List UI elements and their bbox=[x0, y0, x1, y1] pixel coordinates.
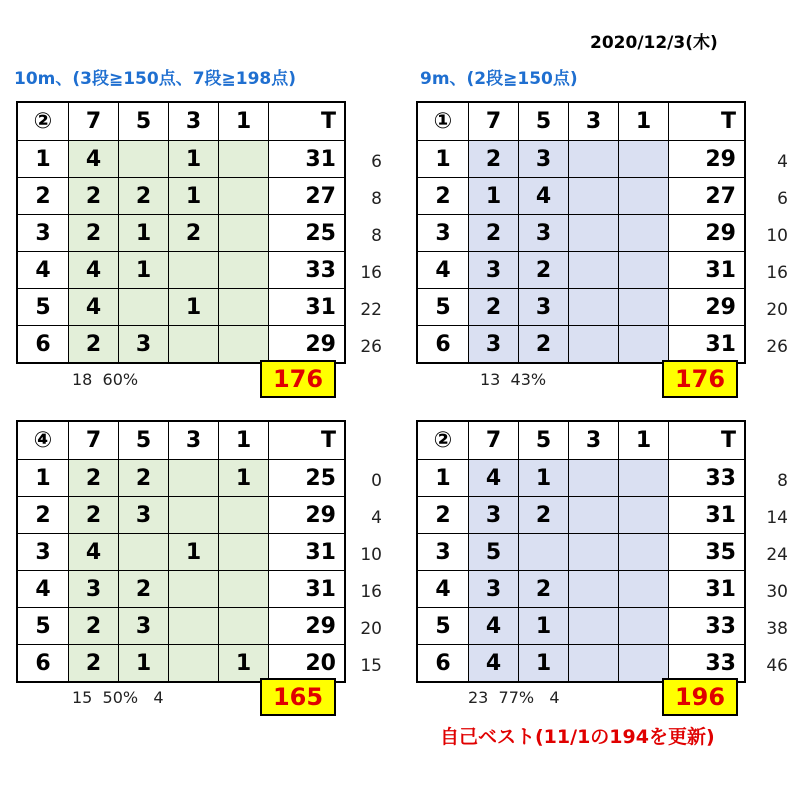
header-cell: 3 bbox=[168, 103, 218, 140]
score-cell bbox=[168, 608, 218, 644]
grand-total-box: 196 bbox=[662, 678, 738, 716]
table-row bbox=[418, 140, 744, 177]
total-cell: 25 bbox=[268, 215, 344, 251]
table-row bbox=[18, 496, 344, 533]
score-cell: 3 bbox=[35, 220, 51, 246]
table-row bbox=[18, 251, 344, 288]
side-value: 38 bbox=[766, 619, 788, 639]
total-cell: 29 bbox=[668, 289, 744, 325]
score-cell: 2 bbox=[68, 497, 118, 533]
stats-label: 23 77% 4 bbox=[468, 688, 560, 707]
table-row bbox=[18, 533, 344, 570]
header-cell: 1 bbox=[218, 103, 268, 140]
score-cell: 3 bbox=[68, 571, 118, 607]
side-value: 0 bbox=[371, 471, 382, 491]
score-cell bbox=[568, 141, 618, 177]
score-cell: 2 bbox=[68, 326, 118, 362]
score-cell: 5 bbox=[435, 294, 451, 320]
header-cell: 7 bbox=[468, 422, 518, 459]
table-row bbox=[18, 140, 344, 177]
side-value: 4 bbox=[371, 508, 382, 528]
score-cell: 1 bbox=[35, 146, 51, 172]
side-value: 20 bbox=[766, 300, 788, 320]
side-value: 8 bbox=[371, 189, 382, 209]
side-value: 24 bbox=[766, 545, 788, 565]
score-cell bbox=[618, 252, 668, 288]
score-cell bbox=[568, 608, 618, 644]
score-cell: 4 bbox=[35, 576, 51, 602]
score-cell bbox=[218, 289, 268, 325]
score-cell bbox=[118, 141, 168, 177]
score-cell: 3 bbox=[35, 539, 51, 565]
total-cell: 29 bbox=[268, 326, 344, 362]
header-cell: 7 bbox=[68, 422, 118, 459]
score-cell: 2 bbox=[68, 645, 118, 681]
score-cell bbox=[568, 326, 618, 362]
total-cell: 33 bbox=[668, 460, 744, 496]
table-header-row bbox=[18, 103, 344, 140]
table-row bbox=[18, 644, 344, 681]
score-cell: 4 bbox=[68, 534, 118, 570]
score-cell: 2 bbox=[435, 502, 451, 528]
score-cell: 1 bbox=[168, 178, 218, 214]
score-cell bbox=[168, 645, 218, 681]
table-row bbox=[18, 325, 344, 362]
side-value: 6 bbox=[777, 189, 788, 209]
score-cell bbox=[168, 571, 218, 607]
score-cell: 1 bbox=[118, 215, 168, 251]
side-value: 16 bbox=[766, 263, 788, 283]
total-cell: 29 bbox=[268, 497, 344, 533]
table-header-row bbox=[418, 422, 744, 459]
score-cell: 3 bbox=[468, 497, 518, 533]
score-cell: 4 bbox=[468, 608, 518, 644]
score-cell bbox=[218, 497, 268, 533]
table-row bbox=[418, 325, 744, 362]
score-cell: 3 bbox=[468, 571, 518, 607]
score-cell bbox=[618, 571, 668, 607]
side-value: 8 bbox=[371, 226, 382, 246]
score-cell bbox=[618, 534, 668, 570]
score-cell bbox=[218, 141, 268, 177]
score-cell: 2 bbox=[518, 497, 568, 533]
header-cell: T bbox=[268, 103, 344, 140]
header-cell: 5 bbox=[518, 103, 568, 140]
score-cell: 4 bbox=[468, 460, 518, 496]
score-cell bbox=[568, 215, 618, 251]
side-value: 26 bbox=[766, 337, 788, 357]
side-value: 46 bbox=[766, 656, 788, 676]
table-row bbox=[418, 607, 744, 644]
note-personal-best: 自己ベスト(11/1の194を更新) bbox=[440, 726, 715, 748]
total-cell: 31 bbox=[668, 326, 744, 362]
score-cell: 2 bbox=[518, 571, 568, 607]
header-cell: 3 bbox=[168, 422, 218, 459]
score-cell bbox=[218, 571, 268, 607]
header-cell: 5 bbox=[118, 103, 168, 140]
score-cell bbox=[218, 252, 268, 288]
header-cell: 1 bbox=[618, 103, 668, 140]
side-value: 10 bbox=[360, 545, 382, 565]
score-cell: 6 bbox=[435, 650, 451, 676]
score-cell: 1 bbox=[468, 178, 518, 214]
score-cell bbox=[618, 326, 668, 362]
score-cell: 2 bbox=[35, 502, 51, 528]
table-row bbox=[418, 459, 744, 496]
score-cell: 5 bbox=[468, 534, 518, 570]
score-cell: 3 bbox=[518, 141, 568, 177]
total-cell: 27 bbox=[668, 178, 744, 214]
grand-total-box: 165 bbox=[260, 678, 336, 716]
score-cell: 2 bbox=[118, 460, 168, 496]
score-cell: 5 bbox=[35, 294, 51, 320]
score-cell: 2 bbox=[468, 141, 518, 177]
score-cell bbox=[568, 289, 618, 325]
total-cell: 31 bbox=[268, 571, 344, 607]
header-cell: 7 bbox=[468, 103, 518, 140]
score-cell: 5 bbox=[35, 613, 51, 639]
score-cell: 3 bbox=[518, 289, 568, 325]
score-cell bbox=[618, 141, 668, 177]
score-cell: 4 bbox=[435, 576, 451, 602]
total-cell: 31 bbox=[268, 534, 344, 570]
header-cell: ④ bbox=[33, 428, 53, 453]
table-header-row bbox=[18, 422, 344, 459]
score-cell: 2 bbox=[435, 183, 451, 209]
score-table-4 bbox=[416, 420, 746, 683]
table-row bbox=[418, 496, 744, 533]
score-cell: 2 bbox=[518, 326, 568, 362]
score-cell bbox=[618, 460, 668, 496]
side-value: 10 bbox=[766, 226, 788, 246]
total-cell: 31 bbox=[668, 252, 744, 288]
side-value: 22 bbox=[360, 300, 382, 320]
total-cell: 33 bbox=[268, 252, 344, 288]
score-cell: 3 bbox=[518, 215, 568, 251]
score-cell: 6 bbox=[35, 331, 51, 357]
table-row bbox=[18, 177, 344, 214]
score-cell bbox=[568, 252, 618, 288]
score-cell: 2 bbox=[68, 608, 118, 644]
score-cell bbox=[568, 645, 618, 681]
score-cell bbox=[618, 289, 668, 325]
score-cell bbox=[568, 460, 618, 496]
score-cell: 1 bbox=[218, 460, 268, 496]
score-cell bbox=[618, 215, 668, 251]
side-value: 16 bbox=[360, 263, 382, 283]
header-cell: 3 bbox=[568, 422, 618, 459]
score-cell: 4 bbox=[68, 252, 118, 288]
score-cell: 2 bbox=[468, 215, 518, 251]
score-cell: 6 bbox=[35, 650, 51, 676]
score-cell: 1 bbox=[435, 146, 451, 172]
table-row bbox=[418, 288, 744, 325]
stats-label: 13 43% bbox=[480, 370, 547, 389]
side-value: 20 bbox=[360, 619, 382, 639]
score-cell: 2 bbox=[468, 289, 518, 325]
table-row bbox=[18, 570, 344, 607]
table-row bbox=[18, 459, 344, 496]
score-cell: 3 bbox=[435, 539, 451, 565]
score-cell: 4 bbox=[35, 257, 51, 283]
total-cell: 25 bbox=[268, 460, 344, 496]
score-cell bbox=[568, 178, 618, 214]
table-row bbox=[18, 288, 344, 325]
total-cell: 33 bbox=[668, 645, 744, 681]
score-cell bbox=[518, 534, 568, 570]
score-cell: 1 bbox=[168, 534, 218, 570]
total-cell: 20 bbox=[268, 645, 344, 681]
score-cell: 2 bbox=[518, 252, 568, 288]
total-cell: 31 bbox=[268, 141, 344, 177]
score-cell: 4 bbox=[518, 178, 568, 214]
header-cell: 5 bbox=[518, 422, 568, 459]
grand-total-box: 176 bbox=[260, 360, 336, 398]
score-cell: 3 bbox=[468, 326, 518, 362]
score-cell bbox=[168, 252, 218, 288]
score-cell: 4 bbox=[435, 257, 451, 283]
score-cell: 1 bbox=[118, 645, 168, 681]
score-cell bbox=[118, 534, 168, 570]
score-table-2 bbox=[416, 101, 746, 364]
score-cell: 1 bbox=[118, 252, 168, 288]
date-label: 2020/12/3(木) bbox=[590, 33, 718, 53]
total-cell: 29 bbox=[668, 141, 744, 177]
score-cell: 3 bbox=[468, 252, 518, 288]
section-heading-10m: 10m、(3段≧150点、7段≧198点) bbox=[14, 69, 297, 89]
side-value: 30 bbox=[766, 582, 788, 602]
total-cell: 31 bbox=[268, 289, 344, 325]
score-cell: 1 bbox=[168, 141, 218, 177]
header-cell: 1 bbox=[218, 422, 268, 459]
table-row bbox=[418, 644, 744, 681]
score-cell bbox=[618, 178, 668, 214]
section-heading-9m: 9m、(2段≧150点) bbox=[420, 69, 578, 89]
stats-label: 15 50% 4 bbox=[72, 688, 164, 707]
score-cell bbox=[568, 497, 618, 533]
score-cell bbox=[118, 289, 168, 325]
score-cell bbox=[218, 608, 268, 644]
score-cell: 2 bbox=[68, 215, 118, 251]
side-value: 14 bbox=[766, 508, 788, 528]
side-value: 16 bbox=[360, 582, 382, 602]
table-row bbox=[18, 214, 344, 251]
score-cell: 3 bbox=[118, 326, 168, 362]
score-cell bbox=[218, 534, 268, 570]
side-value: 15 bbox=[360, 656, 382, 676]
score-cell: 3 bbox=[118, 497, 168, 533]
score-cell bbox=[218, 326, 268, 362]
score-cell: 6 bbox=[435, 331, 451, 357]
header-cell: 5 bbox=[118, 422, 168, 459]
score-cell bbox=[218, 215, 268, 251]
total-cell: 29 bbox=[668, 215, 744, 251]
side-value: 4 bbox=[777, 152, 788, 172]
header-cell: 1 bbox=[618, 422, 668, 459]
score-cell bbox=[218, 178, 268, 214]
score-cell: 2 bbox=[35, 183, 51, 209]
table-header-row bbox=[418, 103, 744, 140]
score-cell: 2 bbox=[68, 178, 118, 214]
header-cell: T bbox=[268, 422, 344, 459]
score-cell bbox=[618, 497, 668, 533]
score-cell: 1 bbox=[518, 645, 568, 681]
stats-label: 18 60% bbox=[72, 370, 139, 389]
total-cell: 27 bbox=[268, 178, 344, 214]
score-cell: 1 bbox=[218, 645, 268, 681]
side-value: 6 bbox=[371, 152, 382, 172]
header-cell: 3 bbox=[568, 103, 618, 140]
score-cell: 1 bbox=[168, 289, 218, 325]
header-cell: T bbox=[668, 103, 744, 140]
table-row bbox=[418, 251, 744, 288]
table-row bbox=[18, 607, 344, 644]
total-cell: 29 bbox=[268, 608, 344, 644]
score-cell bbox=[618, 645, 668, 681]
table-row bbox=[418, 177, 744, 214]
total-cell: 35 bbox=[668, 534, 744, 570]
score-cell bbox=[568, 534, 618, 570]
score-cell bbox=[168, 460, 218, 496]
score-cell: 5 bbox=[435, 613, 451, 639]
score-cell: 4 bbox=[68, 141, 118, 177]
score-cell bbox=[618, 608, 668, 644]
total-cell: 33 bbox=[668, 608, 744, 644]
score-cell: 2 bbox=[168, 215, 218, 251]
score-cell bbox=[168, 497, 218, 533]
header-cell: ② bbox=[33, 109, 53, 134]
side-value: 26 bbox=[360, 337, 382, 357]
side-value: 8 bbox=[777, 471, 788, 491]
score-cell bbox=[168, 326, 218, 362]
header-cell: 7 bbox=[68, 103, 118, 140]
score-table-1 bbox=[16, 101, 346, 364]
total-cell: 31 bbox=[668, 497, 744, 533]
header-cell: ① bbox=[433, 109, 453, 134]
score-table-3 bbox=[16, 420, 346, 683]
score-cell: 1 bbox=[518, 460, 568, 496]
score-cell: 2 bbox=[68, 460, 118, 496]
score-cell: 1 bbox=[35, 465, 51, 491]
score-cell: 3 bbox=[435, 220, 451, 246]
score-cell: 3 bbox=[118, 608, 168, 644]
table-row bbox=[418, 533, 744, 570]
score-cell: 2 bbox=[118, 178, 168, 214]
score-cell: 4 bbox=[468, 645, 518, 681]
score-cell: 2 bbox=[118, 571, 168, 607]
header-cell: ② bbox=[433, 428, 453, 453]
score-cell: 4 bbox=[68, 289, 118, 325]
table-row bbox=[418, 570, 744, 607]
grand-total-box: 176 bbox=[662, 360, 738, 398]
header-cell: T bbox=[668, 422, 744, 459]
score-cell: 1 bbox=[435, 465, 451, 491]
score-cell bbox=[568, 571, 618, 607]
total-cell: 31 bbox=[668, 571, 744, 607]
score-cell: 1 bbox=[518, 608, 568, 644]
table-row bbox=[418, 214, 744, 251]
